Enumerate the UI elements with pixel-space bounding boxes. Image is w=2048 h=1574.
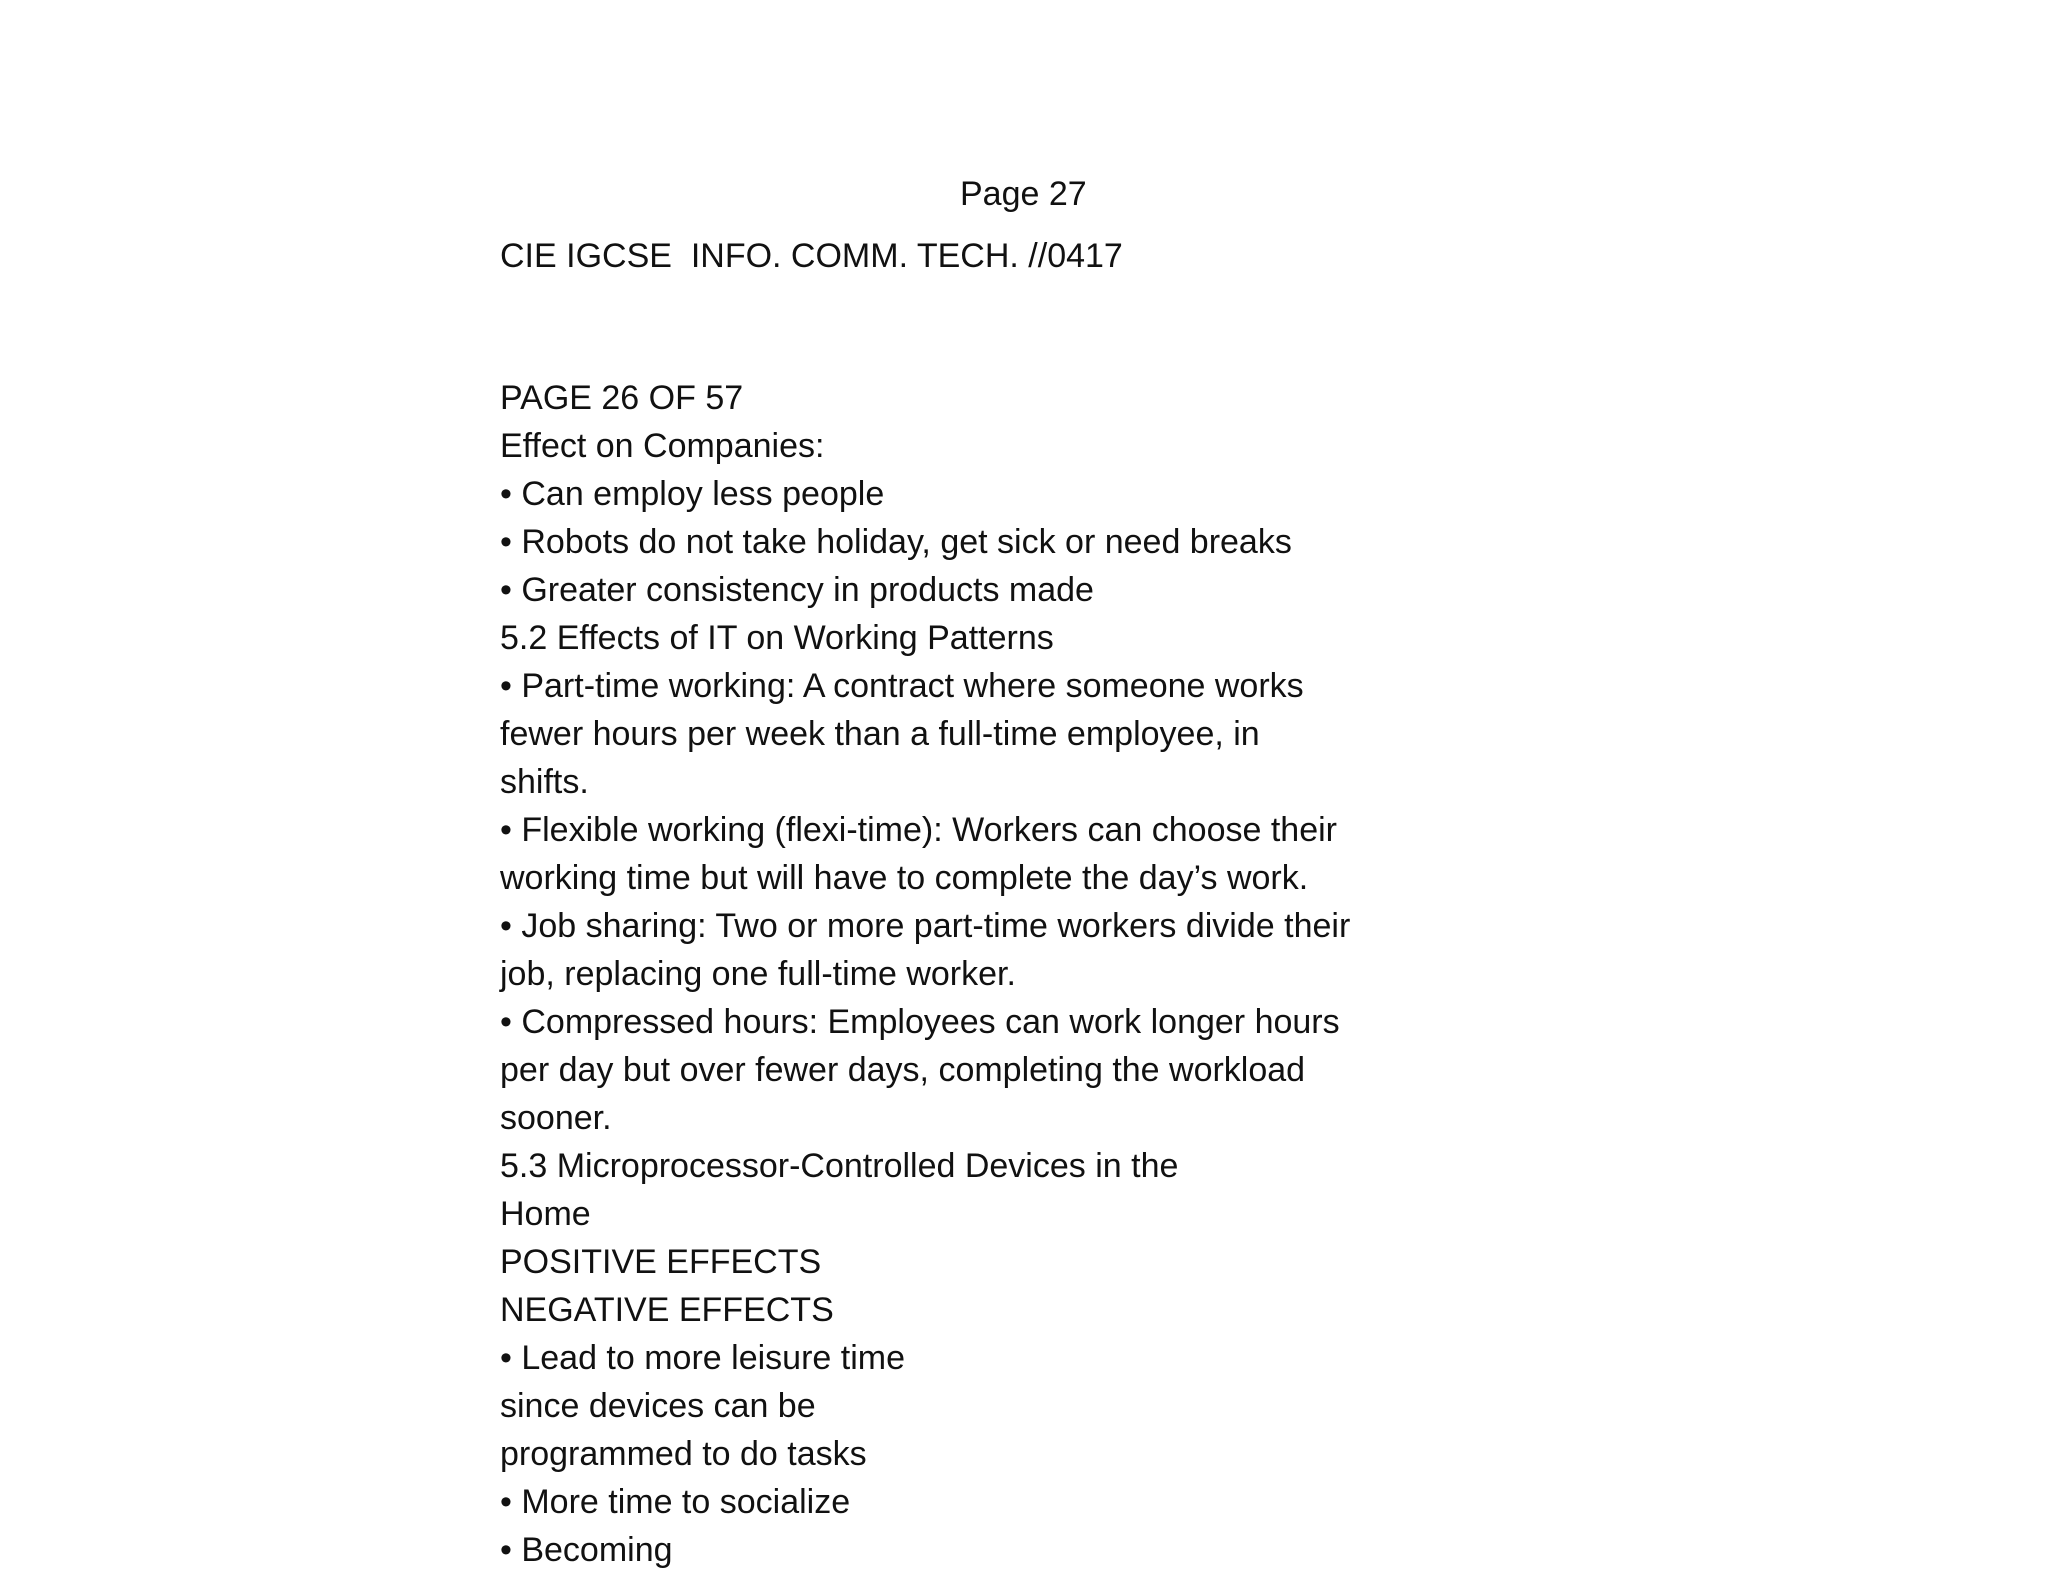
text-line: Home xyxy=(500,1195,591,1233)
text-line: • Becoming xyxy=(500,1531,673,1569)
text-line: • Robots do not take holiday, get sick or need breaks xyxy=(500,523,1292,561)
document-body xyxy=(500,374,1460,1574)
text-line: since devices can be xyxy=(500,1387,816,1425)
text-line: • Part-time working: A contract where someone works xyxy=(500,667,1304,705)
text-line: NEGATIVE EFFECTS xyxy=(500,1291,834,1329)
text-line: PAGE 26 OF 57 xyxy=(500,379,744,417)
text-line: • Flexible working (flexi-time): Workers can choose their xyxy=(500,811,1337,849)
text-line: • Can employ less people xyxy=(500,475,885,513)
text-line: • Job sharing: Two or more part-time workers divide their xyxy=(500,907,1351,945)
text-line: job, replacing one full-time worker. xyxy=(500,955,1016,993)
document-header: CIE IGCSE INFO. COMM. TECH. //0417 xyxy=(500,237,1123,275)
page-number-label: Page 27 xyxy=(960,175,1087,213)
text-line: sooner. xyxy=(500,1099,612,1137)
text-line: • Greater consistency in products made xyxy=(500,571,1094,609)
text-line: • Compressed hours: Employees can work longer hours xyxy=(500,1003,1340,1041)
text-line: Effect on Companies: xyxy=(500,427,825,465)
text-line: programmed to do tasks xyxy=(500,1435,867,1473)
text-line: working time but will have to complete the day’s work. xyxy=(500,859,1309,897)
text-line: • More time to socialize xyxy=(500,1483,851,1521)
text-line: 5.2 Effects of IT on Working Patterns xyxy=(500,619,1054,657)
text-line: shifts. xyxy=(500,763,589,801)
text-line: • Lead to more leisure time xyxy=(500,1339,905,1377)
text-line: POSITIVE EFFECTS xyxy=(500,1243,822,1281)
text-line: per day but over fewer days, completing the workload xyxy=(500,1051,1306,1089)
text-line: 5.3 Microprocessor-Controlled Devices in the xyxy=(500,1147,1179,1185)
text-line: fewer hours per week than a full-time employee, in xyxy=(500,715,1260,753)
